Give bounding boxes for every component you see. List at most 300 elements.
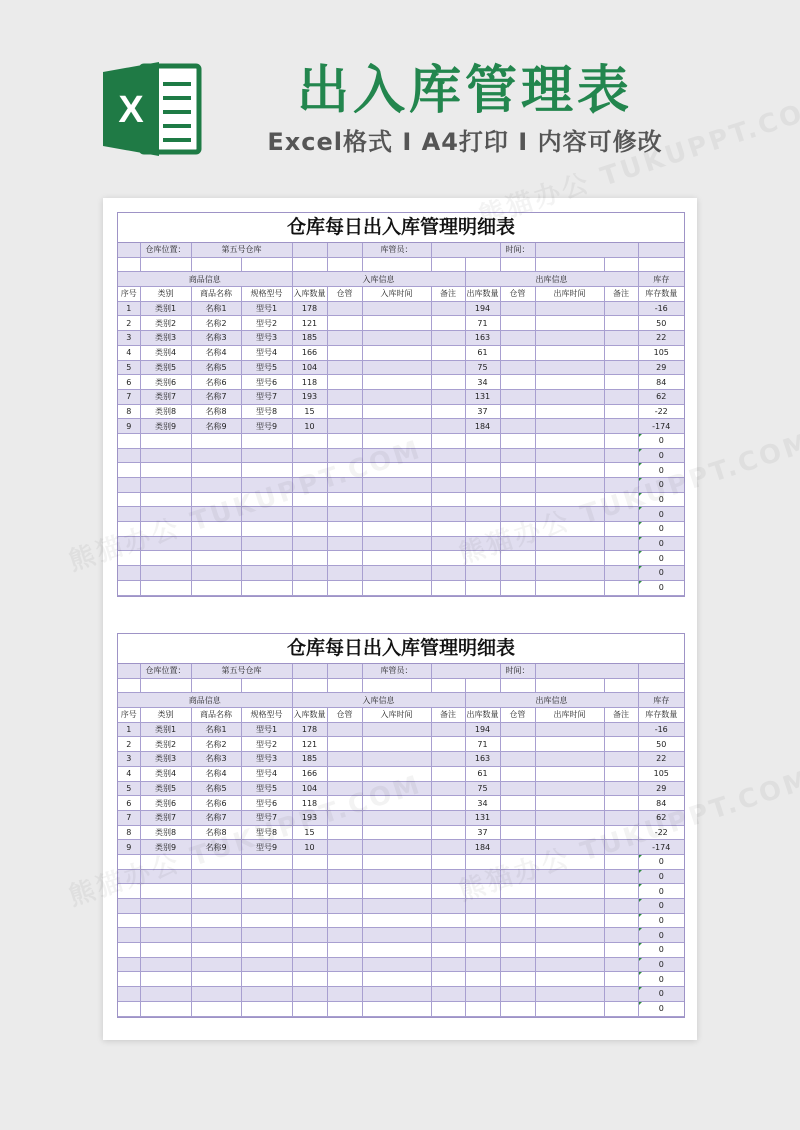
column-header[interactable]: 规格型号	[241, 708, 292, 723]
stock-qty-cell[interactable]: 22	[638, 331, 684, 346]
empty-cell[interactable]	[431, 507, 465, 522]
empty-cell[interactable]	[292, 551, 327, 566]
column-header[interactable]: 仓管	[500, 287, 535, 302]
empty-cell[interactable]	[241, 943, 292, 958]
column-header[interactable]: 库存数量	[638, 287, 684, 302]
empty-cell[interactable]	[500, 433, 535, 448]
stock-qty-cell[interactable]: 0	[638, 507, 684, 522]
inbound-note-cell[interactable]	[431, 360, 465, 375]
empty-cell[interactable]	[241, 1001, 292, 1016]
cell[interactable]	[638, 257, 684, 272]
group-header-goods[interactable]: 商品信息	[118, 272, 292, 287]
stock-qty-cell[interactable]: 22	[638, 752, 684, 767]
outbound-qty-cell[interactable]: 71	[465, 737, 500, 752]
inbound-keeper-cell[interactable]	[327, 722, 362, 737]
category-cell[interactable]: 类别3	[140, 752, 191, 767]
name-cell[interactable]: 名称7	[191, 810, 241, 825]
inbound-qty-cell[interactable]: 104	[292, 360, 327, 375]
empty-cell[interactable]	[535, 943, 604, 958]
inbound-note-cell[interactable]	[431, 766, 465, 781]
outbound-qty-cell[interactable]: 184	[465, 840, 500, 855]
outbound-note-cell[interactable]	[604, 375, 638, 390]
keeper-value[interactable]	[431, 243, 500, 257]
empty-cell[interactable]	[241, 522, 292, 537]
name-cell[interactable]: 名称3	[191, 331, 241, 346]
inbound-qty-cell[interactable]: 193	[292, 389, 327, 404]
time-label[interactable]: 时间：	[500, 664, 535, 678]
inbound-time-cell[interactable]	[362, 825, 431, 840]
empty-cell[interactable]	[292, 899, 327, 914]
empty-cell[interactable]	[604, 448, 638, 463]
outbound-qty-cell[interactable]: 194	[465, 301, 500, 316]
stock-qty-cell[interactable]: 0	[638, 536, 684, 551]
outbound-qty-cell[interactable]: 194	[465, 722, 500, 737]
empty-cell[interactable]	[604, 551, 638, 566]
model-cell[interactable]: 型号7	[241, 389, 292, 404]
cell[interactable]	[362, 678, 431, 693]
empty-cell[interactable]	[431, 1001, 465, 1016]
outbound-time-cell[interactable]	[535, 375, 604, 390]
outbound-time-cell[interactable]	[535, 810, 604, 825]
category-cell[interactable]: 类别8	[140, 825, 191, 840]
name-cell[interactable]: 名称5	[191, 781, 241, 796]
outbound-qty-cell[interactable]: 131	[465, 810, 500, 825]
outbound-note-cell[interactable]	[604, 781, 638, 796]
cell[interactable]	[500, 678, 535, 693]
outbound-keeper-cell[interactable]	[500, 316, 535, 331]
inbound-time-cell[interactable]	[362, 301, 431, 316]
inbound-note-cell[interactable]	[431, 810, 465, 825]
empty-cell[interactable]	[535, 928, 604, 943]
outbound-note-cell[interactable]	[604, 796, 638, 811]
empty-cell[interactable]	[431, 478, 465, 493]
outbound-note-cell[interactable]	[604, 404, 638, 419]
cell[interactable]	[327, 678, 362, 693]
empty-cell[interactable]	[431, 580, 465, 595]
empty-cell[interactable]	[140, 899, 191, 914]
cell[interactable]	[362, 257, 431, 272]
cell[interactable]	[465, 678, 500, 693]
outbound-qty-cell[interactable]: 163	[465, 331, 500, 346]
empty-cell[interactable]	[118, 463, 140, 478]
cell[interactable]	[327, 664, 362, 678]
inbound-qty-cell[interactable]: 10	[292, 419, 327, 434]
inbound-qty-cell[interactable]: 118	[292, 796, 327, 811]
name-cell[interactable]: 名称4	[191, 345, 241, 360]
empty-cell[interactable]	[500, 1001, 535, 1016]
empty-cell[interactable]	[140, 566, 191, 581]
stock-qty-cell[interactable]: 0	[638, 957, 684, 972]
outbound-time-cell[interactable]	[535, 360, 604, 375]
empty-cell[interactable]	[140, 433, 191, 448]
category-cell[interactable]: 类别5	[140, 781, 191, 796]
category-cell[interactable]: 类别9	[140, 419, 191, 434]
empty-cell[interactable]	[362, 972, 431, 987]
inbound-time-cell[interactable]	[362, 752, 431, 767]
empty-cell[interactable]	[604, 884, 638, 899]
column-header[interactable]: 类别	[140, 708, 191, 723]
empty-cell[interactable]	[327, 972, 362, 987]
inbound-keeper-cell[interactable]	[327, 375, 362, 390]
empty-cell[interactable]	[500, 448, 535, 463]
empty-cell[interactable]	[118, 433, 140, 448]
stock-qty-cell[interactable]: 50	[638, 737, 684, 752]
inbound-qty-cell[interactable]: 185	[292, 331, 327, 346]
model-cell[interactable]: 型号8	[241, 825, 292, 840]
row-index[interactable]: 6	[118, 796, 140, 811]
category-cell[interactable]: 类别6	[140, 375, 191, 390]
stock-qty-cell[interactable]: 50	[638, 316, 684, 331]
cell[interactable]	[292, 678, 327, 693]
cell[interactable]	[140, 257, 191, 272]
empty-cell[interactable]	[292, 943, 327, 958]
empty-cell[interactable]	[140, 928, 191, 943]
stock-qty-cell[interactable]: -22	[638, 825, 684, 840]
time-value[interactable]	[535, 243, 638, 257]
empty-cell[interactable]	[500, 580, 535, 595]
row-index[interactable]: 4	[118, 766, 140, 781]
stock-qty-cell[interactable]: 84	[638, 375, 684, 390]
empty-cell[interactable]	[292, 1001, 327, 1016]
outbound-note-cell[interactable]	[604, 345, 638, 360]
name-cell[interactable]: 名称4	[191, 766, 241, 781]
empty-cell[interactable]	[362, 1001, 431, 1016]
stock-qty-cell[interactable]: 0	[638, 913, 684, 928]
cell[interactable]	[638, 243, 684, 257]
inbound-qty-cell[interactable]: 121	[292, 737, 327, 752]
stock-qty-cell[interactable]: 105	[638, 345, 684, 360]
name-cell[interactable]: 名称7	[191, 389, 241, 404]
inbound-qty-cell[interactable]: 15	[292, 825, 327, 840]
outbound-note-cell[interactable]	[604, 419, 638, 434]
outbound-time-cell[interactable]	[535, 301, 604, 316]
name-cell[interactable]: 名称8	[191, 825, 241, 840]
inbound-note-cell[interactable]	[431, 796, 465, 811]
stock-qty-cell[interactable]: 105	[638, 766, 684, 781]
row-index[interactable]: 2	[118, 316, 140, 331]
stock-qty-cell[interactable]: -22	[638, 404, 684, 419]
category-cell[interactable]: 类别4	[140, 766, 191, 781]
stock-qty-cell[interactable]: 0	[638, 448, 684, 463]
inbound-keeper-cell[interactable]	[327, 840, 362, 855]
empty-cell[interactable]	[191, 957, 241, 972]
empty-cell[interactable]	[118, 1001, 140, 1016]
empty-cell[interactable]	[362, 536, 431, 551]
empty-cell[interactable]	[118, 987, 140, 1002]
row-index[interactable]: 4	[118, 345, 140, 360]
stock-qty-cell[interactable]: 0	[638, 463, 684, 478]
stock-qty-cell[interactable]: 29	[638, 781, 684, 796]
cell[interactable]	[500, 257, 535, 272]
empty-cell[interactable]	[241, 448, 292, 463]
cell[interactable]	[292, 664, 327, 678]
empty-cell[interactable]	[431, 899, 465, 914]
empty-cell[interactable]	[362, 580, 431, 595]
empty-cell[interactable]	[465, 580, 500, 595]
empty-cell[interactable]	[604, 943, 638, 958]
stock-qty-cell[interactable]: -174	[638, 840, 684, 855]
cell[interactable]	[604, 678, 638, 693]
empty-cell[interactable]	[327, 957, 362, 972]
empty-cell[interactable]	[241, 580, 292, 595]
row-index[interactable]: 2	[118, 737, 140, 752]
category-cell[interactable]: 类别1	[140, 722, 191, 737]
empty-cell[interactable]	[431, 448, 465, 463]
name-cell[interactable]: 名称1	[191, 722, 241, 737]
empty-cell[interactable]	[431, 987, 465, 1002]
row-index[interactable]: 7	[118, 389, 140, 404]
outbound-qty-cell[interactable]: 61	[465, 345, 500, 360]
cell[interactable]	[292, 243, 327, 257]
time-label[interactable]: 时间：	[500, 243, 535, 257]
column-header[interactable]: 备注	[604, 708, 638, 723]
inbound-note-cell[interactable]	[431, 722, 465, 737]
column-header[interactable]: 入库数量	[292, 287, 327, 302]
inbound-keeper-cell[interactable]	[327, 766, 362, 781]
row-index[interactable]: 8	[118, 825, 140, 840]
empty-cell[interactable]	[191, 987, 241, 1002]
stock-qty-cell[interactable]: 84	[638, 796, 684, 811]
empty-cell[interactable]	[140, 448, 191, 463]
empty-cell[interactable]	[362, 854, 431, 869]
cell[interactable]	[327, 257, 362, 272]
empty-cell[interactable]	[292, 928, 327, 943]
outbound-qty-cell[interactable]: 34	[465, 796, 500, 811]
empty-cell[interactable]	[500, 492, 535, 507]
empty-cell[interactable]	[535, 987, 604, 1002]
stock-qty-cell[interactable]: -16	[638, 301, 684, 316]
stock-qty-cell[interactable]: 0	[638, 492, 684, 507]
inbound-note-cell[interactable]	[431, 389, 465, 404]
stock-qty-cell[interactable]: 0	[638, 972, 684, 987]
cell[interactable]	[465, 257, 500, 272]
cell[interactable]	[535, 678, 604, 693]
empty-cell[interactable]	[465, 972, 500, 987]
empty-cell[interactable]	[604, 972, 638, 987]
empty-cell[interactable]	[604, 580, 638, 595]
empty-cell[interactable]	[327, 507, 362, 522]
empty-cell[interactable]	[535, 913, 604, 928]
empty-cell[interactable]	[140, 478, 191, 493]
empty-cell[interactable]	[500, 463, 535, 478]
empty-cell[interactable]	[362, 987, 431, 1002]
outbound-keeper-cell[interactable]	[500, 796, 535, 811]
warehouse-value[interactable]: 第五号仓库	[191, 243, 292, 257]
empty-cell[interactable]	[465, 913, 500, 928]
inbound-keeper-cell[interactable]	[327, 331, 362, 346]
row-index[interactable]: 5	[118, 360, 140, 375]
column-header[interactable]: 类别	[140, 287, 191, 302]
model-cell[interactable]: 型号1	[241, 722, 292, 737]
group-header-outbound[interactable]: 出库信息	[465, 693, 638, 708]
empty-cell[interactable]	[140, 957, 191, 972]
row-index[interactable]: 7	[118, 810, 140, 825]
empty-cell[interactable]	[292, 869, 327, 884]
stock-qty-cell[interactable]: 0	[638, 522, 684, 537]
outbound-time-cell[interactable]	[535, 796, 604, 811]
empty-cell[interactable]	[241, 972, 292, 987]
empty-cell[interactable]	[604, 433, 638, 448]
name-cell[interactable]: 名称9	[191, 419, 241, 434]
empty-cell[interactable]	[292, 507, 327, 522]
inbound-qty-cell[interactable]: 10	[292, 840, 327, 855]
empty-cell[interactable]	[465, 943, 500, 958]
empty-cell[interactable]	[118, 913, 140, 928]
empty-cell[interactable]	[362, 507, 431, 522]
model-cell[interactable]: 型号8	[241, 404, 292, 419]
inbound-note-cell[interactable]	[431, 419, 465, 434]
empty-cell[interactable]	[191, 433, 241, 448]
empty-cell[interactable]	[535, 580, 604, 595]
empty-cell[interactable]	[362, 899, 431, 914]
stock-qty-cell[interactable]: 62	[638, 389, 684, 404]
empty-cell[interactable]	[500, 943, 535, 958]
model-cell[interactable]: 型号1	[241, 301, 292, 316]
name-cell[interactable]: 名称1	[191, 301, 241, 316]
group-header-stock[interactable]: 库存	[638, 693, 684, 708]
category-cell[interactable]: 类别2	[140, 316, 191, 331]
outbound-qty-cell[interactable]: 184	[465, 419, 500, 434]
empty-cell[interactable]	[292, 854, 327, 869]
row-index[interactable]: 3	[118, 331, 140, 346]
empty-cell[interactable]	[362, 566, 431, 581]
outbound-time-cell[interactable]	[535, 722, 604, 737]
inbound-note-cell[interactable]	[431, 404, 465, 419]
stock-qty-cell[interactable]: 0	[638, 551, 684, 566]
keeper-label[interactable]: 库管员：	[362, 243, 431, 257]
empty-cell[interactable]	[140, 1001, 191, 1016]
empty-cell[interactable]	[241, 987, 292, 1002]
empty-cell[interactable]	[362, 522, 431, 537]
cell[interactable]	[118, 678, 140, 693]
outbound-keeper-cell[interactable]	[500, 301, 535, 316]
outbound-keeper-cell[interactable]	[500, 389, 535, 404]
empty-cell[interactable]	[535, 1001, 604, 1016]
empty-cell[interactable]	[292, 987, 327, 1002]
column-header[interactable]: 出库数量	[465, 708, 500, 723]
empty-cell[interactable]	[292, 566, 327, 581]
outbound-keeper-cell[interactable]	[500, 419, 535, 434]
row-index[interactable]: 9	[118, 840, 140, 855]
empty-cell[interactable]	[118, 957, 140, 972]
empty-cell[interactable]	[140, 987, 191, 1002]
column-header[interactable]: 备注	[604, 287, 638, 302]
inbound-keeper-cell[interactable]	[327, 301, 362, 316]
outbound-qty-cell[interactable]: 34	[465, 375, 500, 390]
empty-cell[interactable]	[327, 987, 362, 1002]
empty-cell[interactable]	[535, 884, 604, 899]
empty-cell[interactable]	[241, 913, 292, 928]
empty-cell[interactable]	[535, 957, 604, 972]
empty-cell[interactable]	[118, 492, 140, 507]
group-header-stock[interactable]: 库存	[638, 272, 684, 287]
row-index[interactable]: 6	[118, 375, 140, 390]
empty-cell[interactable]	[500, 566, 535, 581]
time-value[interactable]	[535, 664, 638, 678]
empty-cell[interactable]	[327, 869, 362, 884]
empty-cell[interactable]	[362, 943, 431, 958]
outbound-note-cell[interactable]	[604, 389, 638, 404]
empty-cell[interactable]	[465, 433, 500, 448]
stock-qty-cell[interactable]: -174	[638, 419, 684, 434]
outbound-keeper-cell[interactable]	[500, 737, 535, 752]
cell[interactable]	[535, 257, 604, 272]
model-cell[interactable]: 型号5	[241, 781, 292, 796]
column-header[interactable]: 入库时间	[362, 287, 431, 302]
empty-cell[interactable]	[292, 580, 327, 595]
row-index[interactable]: 1	[118, 301, 140, 316]
empty-cell[interactable]	[362, 913, 431, 928]
empty-cell[interactable]	[327, 580, 362, 595]
inbound-keeper-cell[interactable]	[327, 404, 362, 419]
empty-cell[interactable]	[604, 957, 638, 972]
empty-cell[interactable]	[327, 884, 362, 899]
name-cell[interactable]: 名称6	[191, 375, 241, 390]
group-header-inbound[interactable]: 入库信息	[292, 272, 465, 287]
stock-qty-cell[interactable]: 29	[638, 360, 684, 375]
empty-cell[interactable]	[292, 972, 327, 987]
empty-cell[interactable]	[500, 899, 535, 914]
empty-cell[interactable]	[191, 551, 241, 566]
group-header-outbound[interactable]: 出库信息	[465, 272, 638, 287]
inbound-time-cell[interactable]	[362, 722, 431, 737]
empty-cell[interactable]	[191, 884, 241, 899]
cell[interactable]	[241, 678, 292, 693]
model-cell[interactable]: 型号9	[241, 419, 292, 434]
empty-cell[interactable]	[327, 522, 362, 537]
inbound-note-cell[interactable]	[431, 316, 465, 331]
cell[interactable]	[118, 664, 140, 678]
empty-cell[interactable]	[535, 433, 604, 448]
empty-cell[interactable]	[118, 943, 140, 958]
cell[interactable]	[638, 678, 684, 693]
empty-cell[interactable]	[191, 463, 241, 478]
inbound-qty-cell[interactable]: 118	[292, 375, 327, 390]
empty-cell[interactable]	[292, 913, 327, 928]
model-cell[interactable]: 型号3	[241, 331, 292, 346]
empty-cell[interactable]	[327, 943, 362, 958]
outbound-note-cell[interactable]	[604, 301, 638, 316]
model-cell[interactable]: 型号7	[241, 810, 292, 825]
empty-cell[interactable]	[465, 463, 500, 478]
column-header[interactable]: 商品名称	[191, 708, 241, 723]
empty-cell[interactable]	[431, 972, 465, 987]
category-cell[interactable]: 类别5	[140, 360, 191, 375]
inbound-qty-cell[interactable]: 178	[292, 722, 327, 737]
category-cell[interactable]: 类别9	[140, 840, 191, 855]
inbound-note-cell[interactable]	[431, 345, 465, 360]
empty-cell[interactable]	[465, 957, 500, 972]
cell[interactable]	[327, 243, 362, 257]
stock-qty-cell[interactable]: 62	[638, 810, 684, 825]
outbound-time-cell[interactable]	[535, 316, 604, 331]
empty-cell[interactable]	[535, 463, 604, 478]
warehouse-label[interactable]: 仓库位置：	[140, 243, 191, 257]
category-cell[interactable]: 类别3	[140, 331, 191, 346]
name-cell[interactable]: 名称2	[191, 737, 241, 752]
inbound-keeper-cell[interactable]	[327, 752, 362, 767]
stock-qty-cell[interactable]: 0	[638, 580, 684, 595]
empty-cell[interactable]	[241, 551, 292, 566]
cell[interactable]	[431, 678, 465, 693]
empty-cell[interactable]	[241, 536, 292, 551]
empty-cell[interactable]	[604, 913, 638, 928]
inbound-keeper-cell[interactable]	[327, 419, 362, 434]
inbound-note-cell[interactable]	[431, 737, 465, 752]
column-header[interactable]: 出库时间	[535, 287, 604, 302]
outbound-qty-cell[interactable]: 37	[465, 825, 500, 840]
outbound-keeper-cell[interactable]	[500, 766, 535, 781]
